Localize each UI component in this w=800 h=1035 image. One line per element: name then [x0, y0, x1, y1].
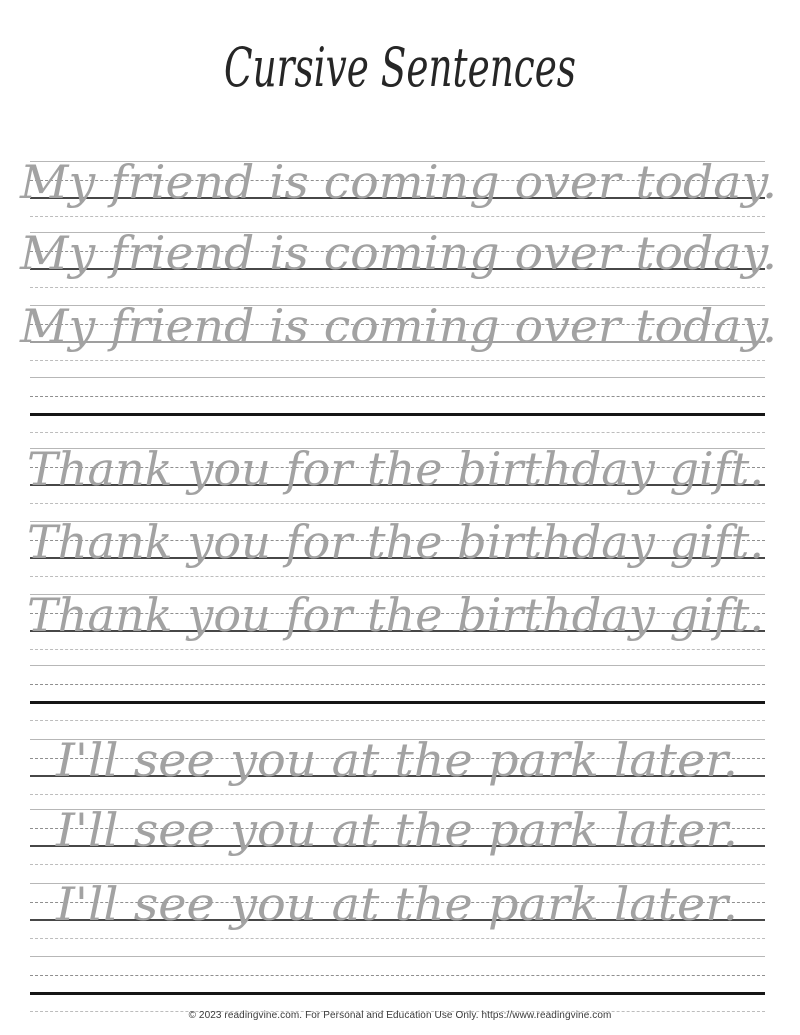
trace-text-svg [0, 299, 800, 363]
baseline-guide [30, 413, 765, 416]
trace-row [0, 803, 800, 867]
trace-sentence-text: I'll see you at the park later. [54, 733, 738, 787]
trace-sentence-text: My friend is coming over today. [18, 226, 777, 280]
trace-text-svg [0, 588, 800, 652]
top-guide-line [30, 665, 765, 666]
trace-sentence-text: My friend is coming over today. [18, 299, 777, 353]
trace-text-svg [0, 803, 800, 867]
trace-row [0, 442, 800, 506]
trace-text-svg [0, 155, 800, 219]
trace-row [0, 515, 800, 579]
midline-guide-dashed [30, 975, 765, 976]
trace-row [0, 155, 800, 219]
trace-text-svg [0, 226, 800, 290]
top-guide-line [30, 956, 765, 957]
trace-text-svg [0, 442, 800, 506]
page-title: Cursive Sentences [224, 36, 576, 99]
descender-guide-dashed [30, 432, 765, 433]
worksheet-title-svg [0, 34, 800, 104]
trace-sentence-text: My friend is coming over today. [18, 155, 777, 209]
top-guide-line [30, 377, 765, 378]
baseline-guide [30, 701, 765, 704]
trace-row [0, 588, 800, 652]
trace-sentence-text: Thank you for the birthday gift. [27, 588, 765, 642]
descender-guide-dashed [30, 720, 765, 721]
baseline-guide [30, 992, 765, 995]
midline-guide-dashed [30, 396, 765, 397]
blank-writing-row [0, 956, 800, 1014]
trace-text-svg [0, 515, 800, 579]
trace-sentence-text: I'll see you at the park later. [54, 877, 738, 931]
trace-row [0, 226, 800, 290]
trace-text-svg [0, 733, 800, 797]
trace-text-svg [0, 877, 800, 941]
midline-guide-dashed [30, 684, 765, 685]
trace-row [0, 733, 800, 797]
trace-row [0, 299, 800, 363]
trace-sentence-text: I'll see you at the park later. [54, 803, 738, 857]
blank-writing-row [0, 377, 800, 435]
trace-sentence-text: Thank you for the birthday gift. [27, 515, 765, 569]
trace-sentence-text: Thank you for the birthday gift. [27, 442, 765, 496]
copyright-footer: © 2023 readingvine.com. For Personal and Education Use Only. https://www.readingvine.com [188, 1010, 612, 1021]
trace-row [0, 877, 800, 941]
blank-writing-row [0, 665, 800, 723]
